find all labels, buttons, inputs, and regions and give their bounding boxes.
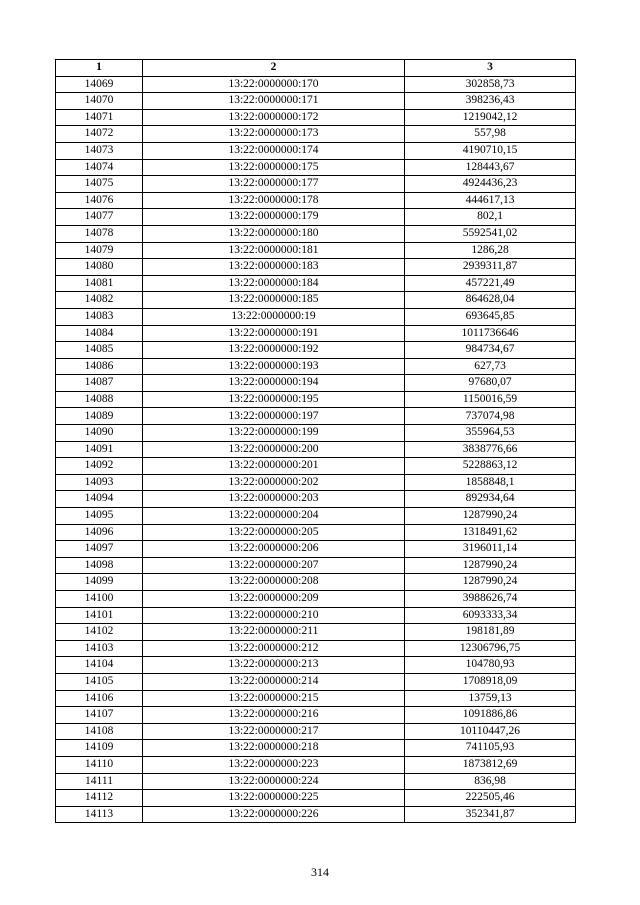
table-row xyxy=(56,93,576,110)
table-row xyxy=(56,690,576,707)
row-number-cell: 14082 xyxy=(56,292,143,309)
row-number-cell: 14103 xyxy=(56,640,143,657)
value-cell: 1011736646 xyxy=(405,325,576,342)
table-row xyxy=(56,491,576,508)
row-number-cell: 14087 xyxy=(56,375,143,392)
value-cell: 741105,93 xyxy=(405,740,576,757)
row-number-cell: 14108 xyxy=(56,723,143,740)
table-row xyxy=(56,574,576,591)
value-cell: 1873812,69 xyxy=(405,756,576,773)
data-table xyxy=(55,59,576,823)
row-number-cell: 14079 xyxy=(56,242,143,259)
row-number-cell: 14084 xyxy=(56,325,143,342)
cadastral-number-cell: 13:22:0000000:215 xyxy=(143,690,405,707)
row-number-cell: 14098 xyxy=(56,557,143,574)
table-row xyxy=(56,673,576,690)
value-cell: 557,98 xyxy=(405,126,576,143)
row-number-cell: 14101 xyxy=(56,607,143,624)
table-body xyxy=(56,76,576,823)
value-cell: 1287990,24 xyxy=(405,574,576,591)
value-cell: 355964,53 xyxy=(405,425,576,442)
row-number-cell: 14092 xyxy=(56,458,143,475)
row-number-cell: 14105 xyxy=(56,673,143,690)
row-number-cell: 14074 xyxy=(56,159,143,176)
row-number-cell: 14110 xyxy=(56,756,143,773)
value-cell: 3838776,66 xyxy=(405,441,576,458)
cadastral-number-cell: 13:22:0000000:216 xyxy=(143,707,405,724)
value-cell: 1708918,09 xyxy=(405,673,576,690)
table-row xyxy=(56,474,576,491)
value-cell: 6093333,34 xyxy=(405,607,576,624)
value-cell: 892934,64 xyxy=(405,491,576,508)
row-number-cell: 14088 xyxy=(56,391,143,408)
value-cell: 1858848,1 xyxy=(405,474,576,491)
cadastral-number-cell: 13:22:0000000:179 xyxy=(143,209,405,226)
cadastral-number-cell: 13:22:0000000:173 xyxy=(143,126,405,143)
table-row xyxy=(56,441,576,458)
cadastral-number-cell: 13:22:0000000:217 xyxy=(143,723,405,740)
table-row xyxy=(56,557,576,574)
table-row xyxy=(56,640,576,657)
cadastral-number-cell: 13:22:0000000:174 xyxy=(143,142,405,159)
row-number-cell: 14071 xyxy=(56,109,143,126)
table-row xyxy=(56,275,576,292)
value-cell: 1091886,86 xyxy=(405,707,576,724)
value-cell: 1219042,12 xyxy=(405,109,576,126)
row-number-cell: 14086 xyxy=(56,358,143,375)
cadastral-number-cell: 13:22:0000000:203 xyxy=(143,491,405,508)
row-number-cell: 14075 xyxy=(56,176,143,193)
row-number-cell: 14070 xyxy=(56,93,143,110)
table-row xyxy=(56,508,576,525)
value-cell: 1286,28 xyxy=(405,242,576,259)
cadastral-number-cell: 13:22:0000000:177 xyxy=(143,176,405,193)
table-row xyxy=(56,425,576,442)
cadastral-number-cell: 13:22:0000000:197 xyxy=(143,408,405,425)
row-number-cell: 14107 xyxy=(56,707,143,724)
table-row xyxy=(56,391,576,408)
row-number-cell: 14095 xyxy=(56,508,143,525)
cadastral-number-cell: 13:22:0000000:195 xyxy=(143,391,405,408)
table-row xyxy=(56,342,576,359)
cadastral-number-cell: 13:22:0000000:208 xyxy=(143,574,405,591)
column-header-3: 3 xyxy=(405,60,576,77)
cadastral-number-cell: 13:22:0000000:209 xyxy=(143,591,405,608)
value-cell: 2939311,87 xyxy=(405,259,576,276)
table-row xyxy=(56,159,576,176)
cadastral-number-cell: 13:22:0000000:194 xyxy=(143,375,405,392)
row-number-cell: 14104 xyxy=(56,657,143,674)
table-row xyxy=(56,242,576,259)
value-cell: 5228863,12 xyxy=(405,458,576,475)
cadastral-number-cell: 13:22:0000000:200 xyxy=(143,441,405,458)
cadastral-number-cell: 13:22:0000000:170 xyxy=(143,76,405,93)
table-row xyxy=(56,740,576,757)
table-row xyxy=(56,707,576,724)
cadastral-number-cell: 13:22:0000000:224 xyxy=(143,773,405,790)
table-row xyxy=(56,773,576,790)
table-row xyxy=(56,624,576,641)
cadastral-number-cell: 13:22:0000000:199 xyxy=(143,425,405,442)
table-row xyxy=(56,292,576,309)
row-number-cell: 14089 xyxy=(56,408,143,425)
cadastral-number-cell: 13:22:0000000:193 xyxy=(143,358,405,375)
row-number-cell: 14109 xyxy=(56,740,143,757)
cadastral-number-cell: 13:22:0000000:202 xyxy=(143,474,405,491)
table-row xyxy=(56,192,576,209)
cadastral-number-cell: 13:22:0000000:184 xyxy=(143,275,405,292)
table-row xyxy=(56,524,576,541)
column-header-2: 2 xyxy=(143,60,405,77)
cadastral-number-cell: 13:22:0000000:171 xyxy=(143,93,405,110)
table-row xyxy=(56,109,576,126)
value-cell: 398236,43 xyxy=(405,93,576,110)
value-cell: 802,1 xyxy=(405,209,576,226)
value-cell: 13759,13 xyxy=(405,690,576,707)
cadastral-number-cell: 13:22:0000000:226 xyxy=(143,806,405,823)
table-row xyxy=(56,458,576,475)
value-cell: 864628,04 xyxy=(405,292,576,309)
table-row xyxy=(56,607,576,624)
table-row xyxy=(56,176,576,193)
cadastral-number-cell: 13:22:0000000:183 xyxy=(143,259,405,276)
row-number-cell: 14080 xyxy=(56,259,143,276)
value-cell: 457221,49 xyxy=(405,275,576,292)
row-number-cell: 14090 xyxy=(56,425,143,442)
table-row xyxy=(56,756,576,773)
row-number-cell: 14072 xyxy=(56,126,143,143)
value-cell: 12306796,75 xyxy=(405,640,576,657)
cadastral-number-cell: 13:22:0000000:212 xyxy=(143,640,405,657)
cadastral-number-cell: 13:22:0000000:19 xyxy=(143,308,405,325)
row-number-cell: 14085 xyxy=(56,342,143,359)
header-row xyxy=(56,60,576,77)
table-row xyxy=(56,225,576,242)
value-cell: 5592541,02 xyxy=(405,225,576,242)
row-number-cell: 14111 xyxy=(56,773,143,790)
row-number-cell: 14097 xyxy=(56,541,143,558)
value-cell: 222505,46 xyxy=(405,790,576,807)
cadastral-number-cell: 13:22:0000000:185 xyxy=(143,292,405,309)
table-row xyxy=(56,541,576,558)
row-number-cell: 14083 xyxy=(56,308,143,325)
value-cell: 198181,89 xyxy=(405,624,576,641)
row-number-cell: 14073 xyxy=(56,142,143,159)
table-row xyxy=(56,126,576,143)
page-number: 314 xyxy=(311,865,329,879)
row-number-cell: 14076 xyxy=(56,192,143,209)
row-number-cell: 14093 xyxy=(56,474,143,491)
cadastral-number-cell: 13:22:0000000:225 xyxy=(143,790,405,807)
row-number-cell: 14102 xyxy=(56,624,143,641)
value-cell: 737074,98 xyxy=(405,408,576,425)
cadastral-number-cell: 13:22:0000000:181 xyxy=(143,242,405,259)
table-row xyxy=(56,259,576,276)
cadastral-number-cell: 13:22:0000000:214 xyxy=(143,673,405,690)
cadastral-number-cell: 13:22:0000000:207 xyxy=(143,557,405,574)
table-row xyxy=(56,806,576,823)
cadastral-number-cell: 13:22:0000000:178 xyxy=(143,192,405,209)
row-number-cell: 14099 xyxy=(56,574,143,591)
table-row xyxy=(56,325,576,342)
cadastral-number-cell: 13:22:0000000:201 xyxy=(143,458,405,475)
value-cell: 97680,07 xyxy=(405,375,576,392)
row-number-cell: 14069 xyxy=(56,76,143,93)
table-row xyxy=(56,142,576,159)
value-cell: 444617,13 xyxy=(405,192,576,209)
row-number-cell: 14096 xyxy=(56,524,143,541)
table-row xyxy=(56,408,576,425)
table-row xyxy=(56,723,576,740)
value-cell: 302858,73 xyxy=(405,76,576,93)
row-number-cell: 14081 xyxy=(56,275,143,292)
value-cell: 104780,93 xyxy=(405,657,576,674)
value-cell: 1150016,59 xyxy=(405,391,576,408)
table-row xyxy=(56,76,576,93)
cadastral-number-cell: 13:22:0000000:205 xyxy=(143,524,405,541)
cadastral-number-cell: 13:22:0000000:204 xyxy=(143,508,405,525)
row-number-cell: 14094 xyxy=(56,491,143,508)
row-number-cell: 14091 xyxy=(56,441,143,458)
value-cell: 4924436,23 xyxy=(405,176,576,193)
row-number-cell: 14078 xyxy=(56,225,143,242)
cadastral-number-cell: 13:22:0000000:172 xyxy=(143,109,405,126)
value-cell: 128443,67 xyxy=(405,159,576,176)
table-row xyxy=(56,657,576,674)
value-cell: 3196011,14 xyxy=(405,541,576,558)
row-number-cell: 14112 xyxy=(56,790,143,807)
cadastral-number-cell: 13:22:0000000:180 xyxy=(143,225,405,242)
value-cell: 1287990,24 xyxy=(405,557,576,574)
row-number-cell: 14100 xyxy=(56,591,143,608)
cadastral-number-cell: 13:22:0000000:211 xyxy=(143,624,405,641)
table-row xyxy=(56,308,576,325)
value-cell: 627,73 xyxy=(405,358,576,375)
value-cell: 10110447,26 xyxy=(405,723,576,740)
row-number-cell: 14113 xyxy=(56,806,143,823)
value-cell: 693645,85 xyxy=(405,308,576,325)
value-cell: 1318491,62 xyxy=(405,524,576,541)
cadastral-number-cell: 13:22:0000000:206 xyxy=(143,541,405,558)
cadastral-number-cell: 13:22:0000000:223 xyxy=(143,756,405,773)
cadastral-number-cell: 13:22:0000000:213 xyxy=(143,657,405,674)
cadastral-number-cell: 13:22:0000000:175 xyxy=(143,159,405,176)
cadastral-number-cell: 13:22:0000000:191 xyxy=(143,325,405,342)
value-cell: 836,98 xyxy=(405,773,576,790)
table-row xyxy=(56,591,576,608)
value-cell: 352341,87 xyxy=(405,806,576,823)
value-cell: 984734,67 xyxy=(405,342,576,359)
table-row xyxy=(56,375,576,392)
cadastral-number-cell: 13:22:0000000:192 xyxy=(143,342,405,359)
table-row xyxy=(56,209,576,226)
row-number-cell: 14106 xyxy=(56,690,143,707)
table-row xyxy=(56,358,576,375)
value-cell: 1287990,24 xyxy=(405,508,576,525)
cadastral-number-cell: 13:22:0000000:218 xyxy=(143,740,405,757)
column-header-1: 1 xyxy=(56,60,143,77)
cadastral-number-cell: 13:22:0000000:210 xyxy=(143,607,405,624)
value-cell: 4190710,15 xyxy=(405,142,576,159)
value-cell: 3988626,74 xyxy=(405,591,576,608)
row-number-cell: 14077 xyxy=(56,209,143,226)
table-row xyxy=(56,790,576,807)
